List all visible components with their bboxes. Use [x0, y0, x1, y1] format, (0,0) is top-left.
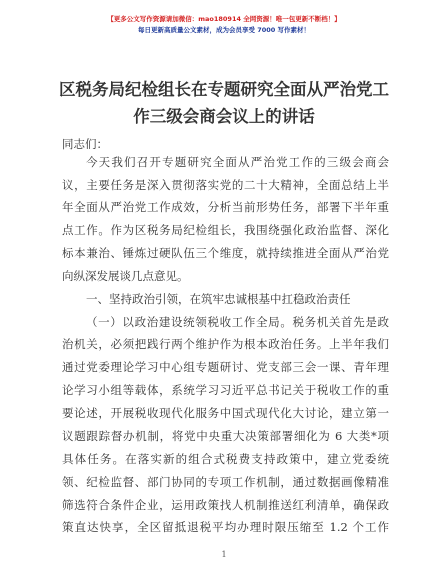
paragraph-2-line: 治机关，必须把践行两个维护作为根本政治任务。上半年我们: [62, 337, 389, 351]
paragraph-2-line: 领、纪检监督、部门协同的专项工作机制，通过数据画像精准: [62, 475, 389, 489]
paragraph-2-line: 策直达快享，全区留抵退税平均办理时限压缩至 1.2 个工作: [62, 520, 389, 534]
paragraph-2-line: 要论述，开展税收现代化服务中国式现代化大讨论，建立第一: [62, 406, 389, 420]
page-number: 1: [221, 550, 227, 559]
document-title-line-2: 作三级会商会议上的讲话: [133, 107, 315, 126]
paragraph-2-line: （一）以政治建设统领税收工作全局。税务机关首先是政: [86, 315, 389, 329]
paragraph-1-line: 标本兼治、锤炼过硬队伍三个维度，就持续推进全面从严治党: [62, 246, 389, 260]
paragraph-2-line: 论学习小组等载体，系统学习习近平总书记关于税收工作的重: [62, 383, 389, 397]
paragraph-2-line: 筛选符合条件企业，运用政策找人机制推送红利清单，确保政: [62, 498, 389, 512]
greeting: 同志们：: [62, 137, 108, 151]
paragraph-2-line: 具体任务。在落实新的组合式税费支持政策中，建立党委统: [62, 452, 389, 466]
paragraph-2-line: 议题跟踪督办机制，将党中央重大决策部署细化为 6 大类*项: [62, 429, 389, 443]
paragraph-2-line: 通过党委理论学习中心组专题研讨、党支部三会一课、青年理: [62, 360, 389, 374]
section-1-heading: 一、坚持政治引领，在筑牢忠诚根基中扛稳政治责任: [86, 292, 351, 306]
paragraph-1-line: 向纵深发展谈几点意见。: [62, 269, 189, 283]
paragraph-1-line: 点工作。作为区税务局纪检组长，我围绕强化政治监督、深化: [62, 223, 389, 237]
document-title-line-1: 区税务局纪检组长在专题研究全面从严治党工: [59, 80, 389, 99]
paragraph-1-line: 年全面从严治党工作成效，分析当前形势任务，部署下半年重: [62, 200, 389, 214]
paragraph-1-line: 议，主要任务是深入贯彻落实党的二十大精神，全面总结上半: [62, 178, 389, 192]
promo-banner-line-2: 每日更新高质量公文素材，成为会员享受 7000 写作素材！: [137, 26, 311, 34]
promo-banner-line-1: 【更多公文写作资源请加微信：mao180914 全网资源！唯一包更新不断档！】: [107, 15, 341, 23]
paragraph-1-line: 今天我们召开专题研究全面从严治党工作的三级会商会: [86, 155, 389, 169]
